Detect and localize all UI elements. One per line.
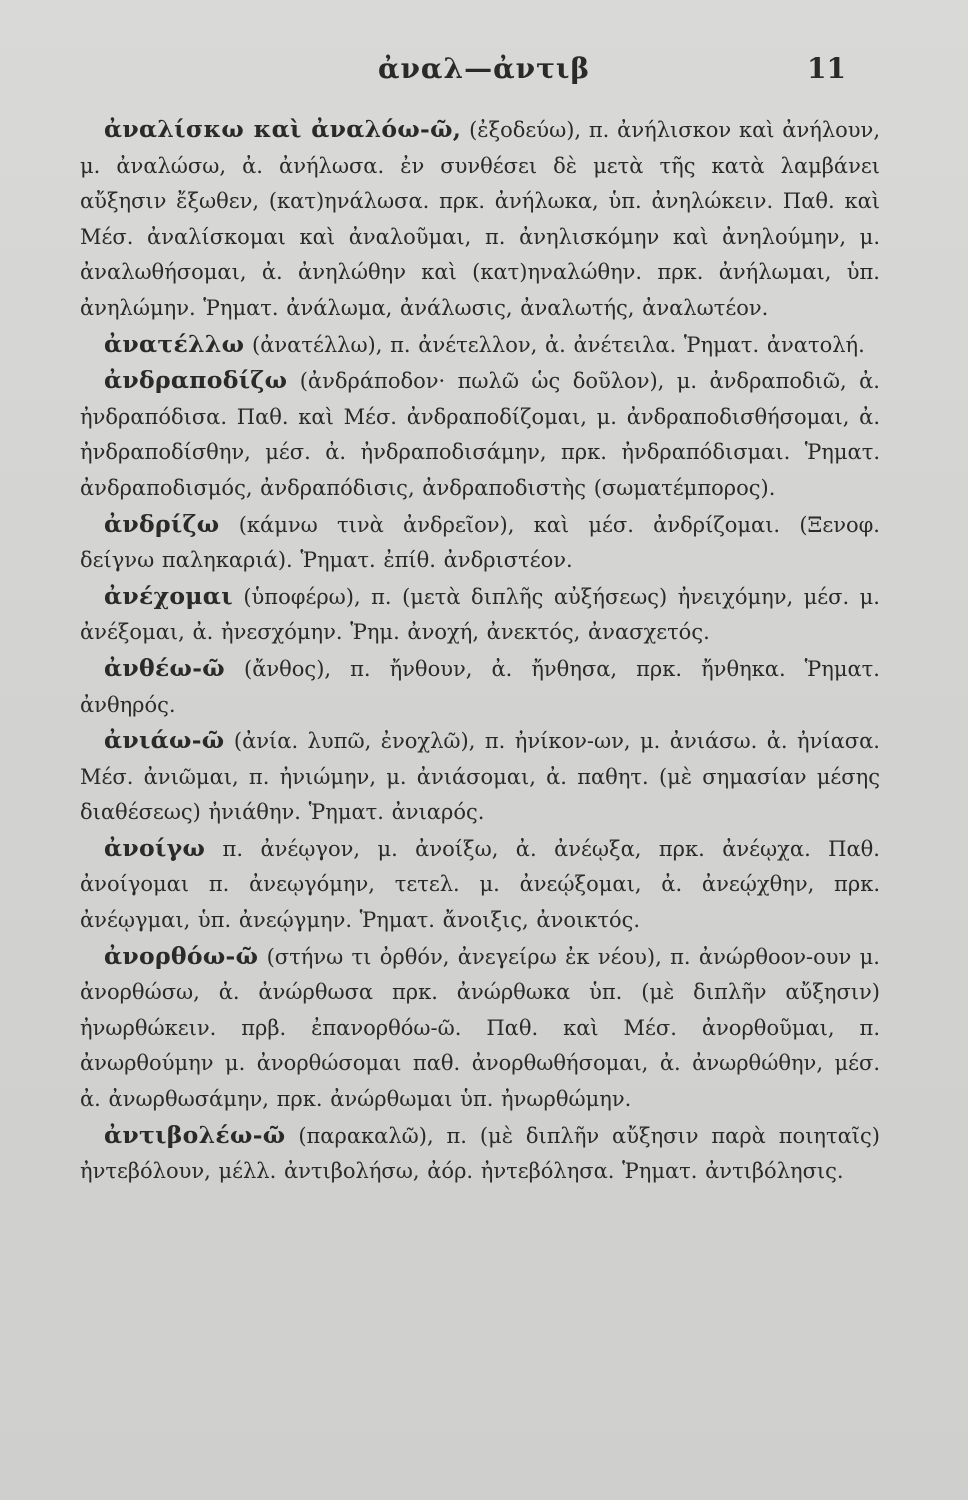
- entry-headword: ἀναλίσκω καὶ ἀναλόω-ῶ,: [104, 115, 462, 143]
- dictionary-entry: [80, 327, 880, 364]
- entry-headword: ἀνοίγω: [104, 833, 206, 862]
- dictionary-entry: [80, 651, 880, 723]
- entry-text: (κάμνω τινὰ ἀνδρεῖον), καὶ μέσ. ἀνδρίζομαι. (Ξενοφ. δείγνω παληκαριά). Ῥηματ. ἐπίθ. ἀνδριστέον.: [80, 512, 880, 573]
- entry-headword: ἀντιβολέω-ῶ: [104, 1120, 286, 1149]
- page-header: [0, 52, 968, 102]
- dictionary-entry: [80, 1118, 880, 1190]
- dictionary-entry: [80, 507, 880, 579]
- entry-text: (παρακαλῶ), π. (μὲ διπλῆν αὔξησιν παρὰ ποιηταῖς) ἠντεβόλουν, μέλλ. ἀντιβολήσω, ἀόρ. ἠντεβόλησα. Ῥηματ. ἀντιβόλησις.: [80, 1123, 880, 1184]
- dictionary-entry: [80, 112, 880, 327]
- dictionary-entry: [80, 939, 880, 1118]
- entry-text: (στήνω τι ὀρθόν, ἀνεγείρω ἐκ νέου), π. ἀνώρθοον-ουν μ. ἀνορθώσω, ἀ. ἀνώρθωσα πρκ. ἀνώρθωκα ὑπ. (μὲ διπλῆν αὔξησιν) ἠνωρθώκειν. πρβ. ἐπανορθόω-ῶ. Παθ. καὶ Μέσ. ἀνορθοῦμαι, π. ἀνωρθούμην μ. ἀνορθώσομαι παθ. ἀνορθωθήσομαι, ἀ. ἀνωρθώθην, μέσ. ἀ. ἀνωρθωσάμην, πρκ. ἀνώρθωμαι ὑπ. ἠνωρθώμην.: [80, 944, 880, 1112]
- entry-headword: ἀνθέω-ῶ: [104, 653, 225, 682]
- entry-headword: ἀνδραποδίζω: [104, 366, 288, 395]
- entry-text: (ἀνατέλλω), π. ἀνέτελλον, ἀ. ἀνέτειλα. Ῥηματ. ἀνατολή.: [252, 332, 865, 357]
- entry-text: (ἐξοδεύω), π. ἀνήλισκον καὶ ἀνήλουν, μ. ἀναλώσω, ἀ. ἀνήλωσα. ἐν συνθέσει δὲ μετὰ τῆς κατὰ λαμβάνει αὔξησιν ἔξωθεν, (κατ)ηνάλωσα. πρκ. ἀνήλωκα, ὑπ. ἀνηλώκειν. Παθ. καὶ Μέσ. ἀναλίσκομαι καὶ ἀναλοῦμαι, π. ἀνηλισκόμην καὶ ἀνηλούμην, μ. ἀναλωθήσομαι, ἀ. ἀνηλώθην καὶ (κατ)ηναλώθην. πρκ. ἀνήλωμαι, ὑπ. ἀνηλώμην. Ῥηματ. ἀνάλωμα, ἀνάλωσις, ἀναλωτής, ἀναλωτέον.: [80, 118, 880, 320]
- dictionary-entry: [80, 363, 880, 506]
- dictionary-entry: [80, 579, 880, 651]
- entry-headword: ἀνορθόω-ῶ: [104, 941, 259, 970]
- entry-text: (ἀνδράποδον· πωλῶ ὡς δοῦλον), μ. ἀνδραποδιῶ, ἀ. ἠνδραπόδισα. Παθ. καὶ Μέσ. ἀνδραποδίζομαι, μ. ἀνδραποδισθήσομαι, ἀ. ἠνδραποδίσθην, μέσ. ἀ. ἠνδραποδισάμην, πρκ. ἠνδραπόδισμαι. Ῥηματ. ἀνδραποδισμός, ἀνδραπόδισις, ἀνδραποδιστὴς (σωματέμπορος).: [80, 369, 880, 500]
- entry-text: (ἀνία. λυπῶ, ἐνοχλῶ), π. ἠνίκον-ων, μ. ἀνιάσω. ἀ. ἠνίασα. Μέσ. ἀνιῶμαι, π. ἠνιώμην, μ. ἀνιάσομαι, ἀ. παθητ. (μὲ σημασίαν μέσης διαθέσεως) ἠνιάθην. Ῥηματ. ἀνιαρός.: [80, 729, 880, 825]
- entry-headword: ἀνιάω-ῶ: [104, 726, 225, 755]
- entry-text: π. ἀνέῳγον, μ. ἀνοίξω, ἀ. ἀνέῳξα, πρκ. ἀνέῳχα. Παθ. ἀνοίγομαι π. ἀνεῳγόμην, τετελ. μ. ἀνεῴξομαι, ἀ. ἀνεῴχθην, πρκ. ἀνέῳγμαι, ὑπ. ἀνεῴγμην. Ῥηματ. ἄνοιξις, ἀνοικτός.: [80, 836, 880, 933]
- running-head: ἀναλ—ἀντιβ: [377, 52, 591, 85]
- dictionary-entry: [80, 723, 880, 831]
- page-number: 11: [807, 52, 846, 85]
- entry-headword: ἀνδρίζω: [104, 509, 220, 538]
- dictionary-body: [80, 112, 880, 1190]
- entry-text: (ὑποφέρω), π. (μετὰ διπλῆς αὐξήσεως) ἠνειχόμην, μέσ. μ. ἀνέξομαι, ἀ. ἠνεσχόμην. Ῥημ. ἀνοχή, ἀνεκτός, ἀνασχετός.: [80, 584, 880, 645]
- entry-headword: ἀνατέλλω: [104, 329, 245, 358]
- entry-text: (ἄνθος), π. ἤνθουν, ἀ. ἤνθησα, πρκ. ἤνθηκα. Ῥηματ. ἀνθηρός.: [80, 656, 880, 717]
- dictionary-entry: [80, 831, 880, 939]
- entry-headword: ἀνέχομαι: [104, 581, 233, 610]
